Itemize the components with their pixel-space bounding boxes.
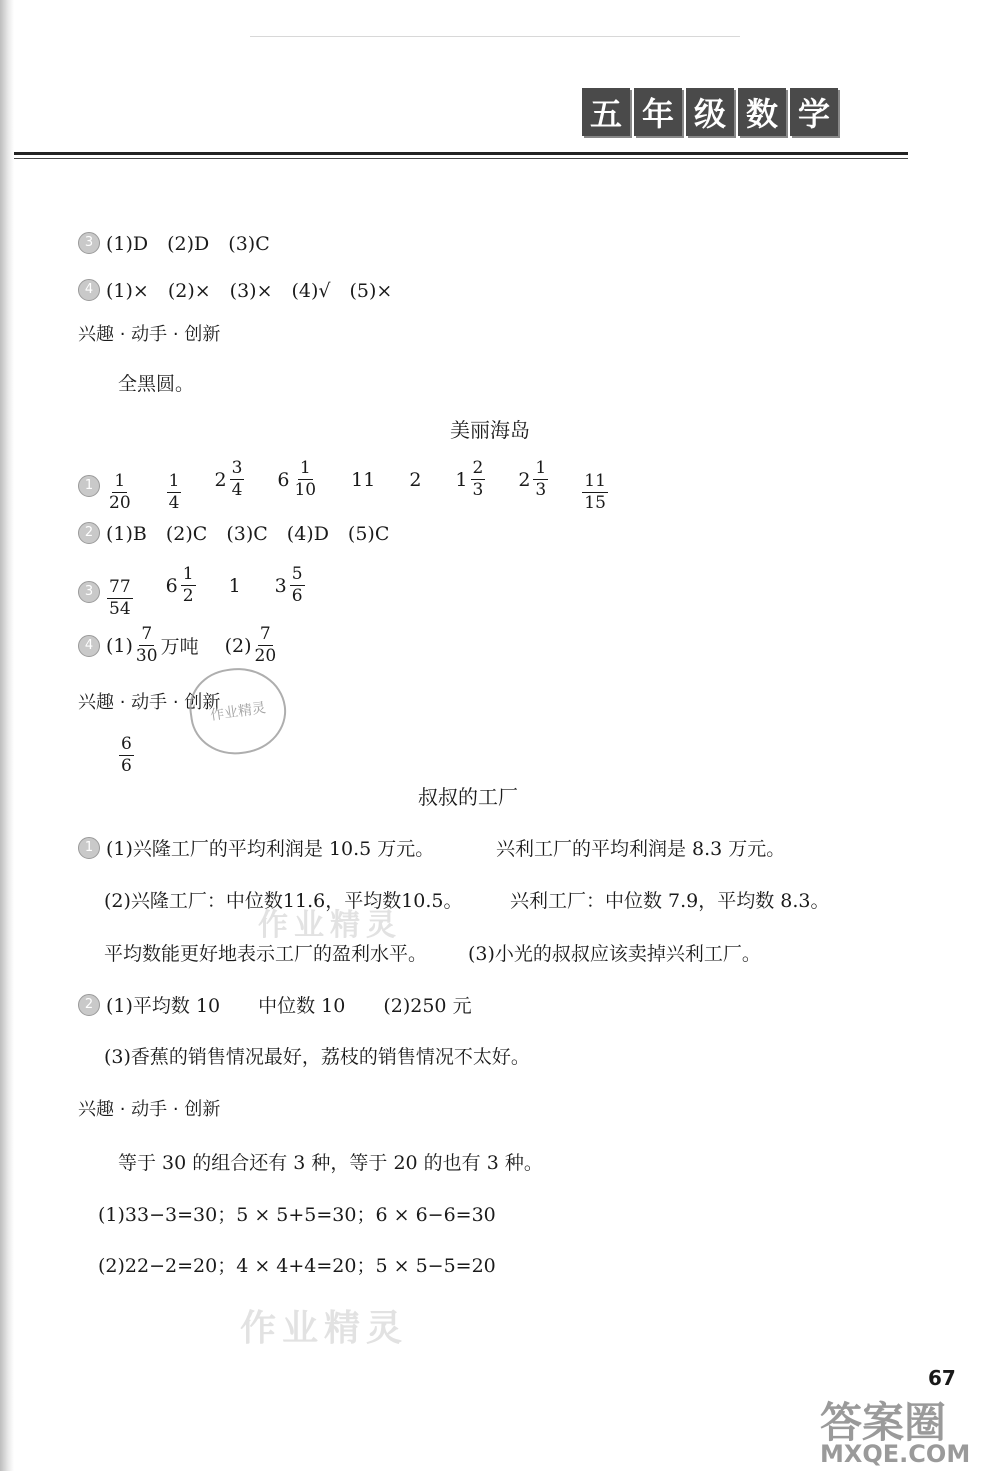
fraction-denominator: 6 — [291, 586, 303, 606]
whole-number: 2 — [214, 468, 227, 491]
part2-prefix: (2) — [224, 634, 252, 657]
answer-q1-line1b: 兴利工厂的平均利润是 8.3 万元。 — [496, 838, 786, 860]
question-number-badge: 1 — [78, 837, 100, 859]
header-rule — [14, 152, 908, 155]
fraction-numerator: 1 — [299, 458, 311, 478]
whole-number: 1 — [228, 574, 241, 597]
question-number-badge: 3 — [78, 581, 100, 603]
fraction-item — [277, 460, 319, 499]
fraction-item — [455, 460, 486, 499]
fraction-item — [229, 575, 243, 597]
answer-q4 — [78, 276, 392, 303]
answer-text: (1)平均数 10 中位数 10 (2)250 元 — [106, 995, 472, 1017]
extra-answer-line2: (1)33−3=30；5 × 5+5=30；6 × 6−6=30 — [98, 1204, 496, 1226]
fraction-item — [214, 460, 245, 499]
answer-q4 — [78, 626, 279, 665]
fraction-item — [409, 469, 423, 491]
fraction-denominator: 20 — [109, 492, 131, 513]
extra-label: 兴趣 · 动手 · 创新 — [78, 324, 221, 345]
unit-text: 万吨 — [160, 636, 199, 658]
watermark-stamp: 作业精灵 — [184, 662, 291, 761]
fraction-item — [166, 566, 197, 605]
fraction — [582, 470, 608, 513]
fraction-denominator: 4 — [168, 492, 180, 513]
header-char: 级 — [686, 88, 734, 136]
page-number: 67 — [928, 1366, 956, 1390]
answer-q1-fractions — [78, 460, 641, 512]
section-title: 美丽海岛 — [450, 418, 530, 442]
header-char: 数 — [738, 88, 786, 136]
answer-text: (1)× (2)× (3)× (4)√ (5)× — [106, 280, 393, 302]
whole-number: 2 — [518, 468, 531, 491]
whole-number: 1 — [455, 468, 468, 491]
fraction-denominator: 20 — [254, 646, 277, 666]
fraction-denominator: 6 — [121, 756, 132, 776]
header-title — [582, 88, 838, 136]
fraction-numerator: 3 — [231, 458, 243, 478]
extra-label: 兴趣 · 动手 · 创新 — [78, 1099, 221, 1120]
question-number-badge: 3 — [78, 232, 100, 254]
fraction-denominator: 15 — [584, 492, 606, 513]
answer-q1-line3a: 平均数能更好地表示工厂的盈利水平。 — [104, 943, 428, 965]
watermark-logo: 答案圈 — [820, 1398, 947, 1447]
fraction — [471, 460, 486, 499]
extra-label: 兴趣 · 动手 · 创新 — [78, 692, 221, 713]
faint-watermark: 作业精灵 — [240, 1308, 409, 1349]
whole-number: 6 — [277, 468, 290, 491]
fraction — [181, 566, 196, 605]
fraction-numerator: 2 — [472, 458, 484, 478]
fraction-numerator: 7 — [259, 624, 271, 644]
fraction-denominator: 4 — [231, 480, 243, 500]
question-number-badge: 2 — [78, 522, 100, 544]
faint-watermark: 作业精灵 — [258, 908, 402, 943]
answer-q1-line2a: (2)兴隆工厂：中位数11.6，平均数10.5。 — [104, 890, 463, 912]
fraction-numerator: 7 — [141, 624, 153, 644]
fraction — [107, 470, 133, 513]
whole-number: 3 — [274, 574, 287, 597]
header-char: 学 — [790, 88, 838, 136]
section-title: 叔叔的工厂 — [418, 785, 518, 809]
fraction — [107, 576, 133, 619]
header-char: 五 — [582, 88, 630, 136]
part1-prefix: (1) — [106, 634, 133, 657]
question-number-badge: 2 — [78, 994, 100, 1016]
fraction-numerator: 1 — [114, 470, 126, 491]
fraction-item — [275, 566, 306, 605]
fraction-numerator: 6 — [121, 734, 132, 754]
fraction-denominator: 54 — [109, 598, 131, 619]
whole-number: 11 — [351, 468, 376, 491]
fraction — [119, 736, 134, 775]
answer-text: (1)D (2)D (3)C — [106, 233, 270, 255]
fraction-item — [166, 470, 183, 513]
fraction-denominator: 3 — [472, 480, 484, 500]
fraction — [292, 460, 318, 499]
fraction-numerator: 1 — [182, 564, 194, 584]
fraction-numerator: 11 — [584, 470, 606, 491]
fraction — [290, 566, 305, 605]
fraction — [533, 460, 548, 499]
fraction — [230, 460, 245, 499]
fraction-numerator: 1 — [168, 470, 180, 491]
question-number-badge: 4 — [78, 279, 100, 301]
fraction-item — [106, 470, 134, 513]
fraction-numerator: 77 — [109, 576, 131, 597]
question-number-badge: 4 — [78, 635, 100, 657]
fraction-denominator: 10 — [294, 480, 317, 500]
fraction-item — [581, 470, 609, 513]
extra-answer-fraction — [118, 736, 135, 775]
answer-q1-line1 — [78, 834, 434, 861]
answer-q2-line2: (3)香蕉的销售情况最好，荔枝的销售情况不太好。 — [104, 1046, 530, 1068]
fraction-numerator: 5 — [291, 564, 303, 584]
answer-q3-fractions — [78, 566, 338, 618]
page-edge-shadow — [0, 0, 14, 1471]
answer-q1-line2b: 兴利工厂：中位数 7.9，平均数 8.3。 — [510, 890, 830, 912]
extra-answer: 全黑圆。 — [118, 373, 195, 395]
fraction-denominator: 2 — [182, 586, 194, 606]
fraction-item — [351, 469, 377, 491]
fraction — [253, 626, 279, 665]
extra-answer-line1: 等于 30 的组合还有 3 种，等于 20 的也有 3 种。 — [118, 1152, 543, 1174]
header-char: 年 — [634, 88, 682, 136]
extra-answer-line3: (2)22−2=20；4 × 4+4=20；5 × 5−5=20 — [98, 1255, 496, 1277]
whole-number: 6 — [165, 574, 178, 597]
fraction-list — [106, 566, 338, 618]
fraction-item — [518, 460, 549, 499]
fraction — [134, 626, 160, 665]
whole-number: 2 — [409, 468, 422, 491]
fraction-denominator: 30 — [135, 646, 158, 666]
answer-q3 — [78, 229, 270, 256]
watermark-url: MXQE.COM — [820, 1440, 971, 1468]
fraction — [167, 470, 182, 513]
answer-text: (1)兴隆工厂的平均利润是 10.5 万元。 — [106, 838, 435, 860]
fraction-item — [106, 576, 134, 619]
answer-q2-line1 — [78, 991, 472, 1018]
fraction-numerator: 1 — [535, 458, 547, 478]
answer-q1-line3b: (3)小光的叔叔应该卖掉兴利工厂。 — [468, 943, 761, 965]
header-rule-thin — [14, 158, 908, 159]
fraction-denominator: 3 — [535, 480, 547, 500]
fraction-list — [106, 460, 641, 512]
answer-text: (1)B (2)C (3)C (4)D (5)C — [106, 523, 390, 545]
top-rule — [250, 36, 740, 37]
answer-q2 — [78, 519, 389, 546]
question-number-badge: 1 — [78, 475, 100, 497]
